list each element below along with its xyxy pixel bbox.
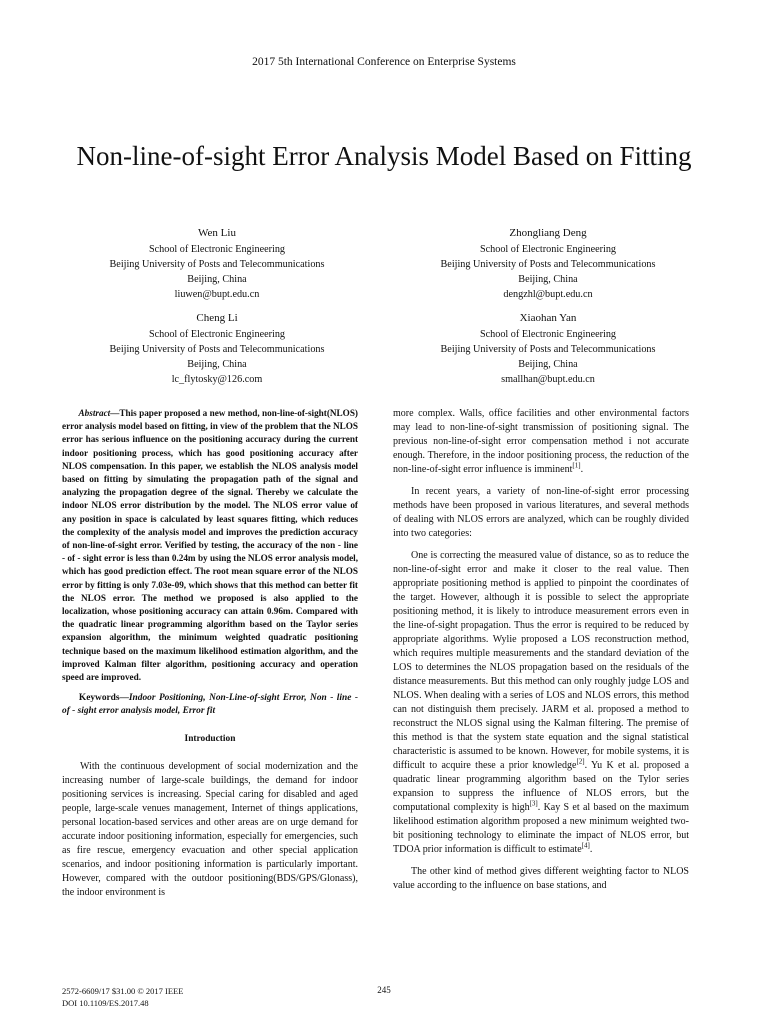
right-column [393,407,689,901]
abstract-label: Abstract— [78,408,120,418]
left-column [62,407,358,908]
issn-line: 2572-6609/17 $31.00 © 2017 IEEE [62,986,184,996]
author-block [383,226,713,302]
paper-title: Non-line-of-sight Error Analysis Model Based on Fitting [76,141,692,171]
intro-paragraph: With the continuous development of social modernization and the increasing number of large-scale buildings, the demand for indoor positioning services is increasing. Special caring for disabled and aged people, large-scale venues management, Internet of things applications, personal location-based services and other areas are on urge demand for accurate indoor positioning information, especially for emergencies, such as fire rescue, emergency evacuation and other special application scenarios, and indoor positioning information is particularly important. However, compared with the outdoor positioning(BDS/GPS/Glonass), the indoor environment is [62,761,358,899]
keywords-text: Indoor Positioning, Non-Line-of-sight Error, Non - line - of - sight error analysis model, Error fit [62,693,358,717]
body-paragraph: In recent years, a variety of non-line-of-sight error processing methods have been proposed in various literatures, and several methods of dealing with NLOS errors are analyzed, which can be roughly divided into two categories: [393,486,689,539]
author-dept: School of Electronic Engineering [479,329,617,340]
citation: [2] [576,757,585,766]
author-dept: School of Electronic Engineering [148,329,286,340]
author-name: Xiaohan Yan [519,312,577,324]
author-univ: Beijing University of Posts and Telecommunications [109,259,325,270]
author-block [52,226,382,302]
doi-line: DOI 10.1109/ES.2017.48 [62,998,149,1008]
conference-header: 2017 5th International Conference on Enterprise Systems [252,56,516,68]
citation: [3] [529,799,538,808]
body-paragraph: more complex. Walls, office facilities and other environmental factors may lead to non-line-of-sight transmission of positioning signal. The previous non-line-of-sight error compensation method i not accurate enough. Therefore, in the indoor positioning process, the reduction of the non-line-of-sight error influence is imminent[1]. [393,408,689,475]
keywords-label: Keywords— [78,693,129,704]
author-city: Beijing, China [518,274,578,285]
author-email: liuwen@bupt.edu.cn [174,289,260,300]
body-paragraph: The other kind of method gives different weighting factor to NLOS value according to the influence on base stations, and [393,866,689,891]
abstract-text: This paper proposed a new method, non-line-of-sight(NLOS) error analysis model based on fitting, in view of the problem that the NLOS error has serious influence on the positioning accuracy during the current indoor positioning process, which has good positioning accuracy after NLOS compensation. In this paper, we establish the NLOS analysis model based on fitting by simulating the propagation path of the signal and analyzing the propagation degree of the signal. Thereby we calculate the indoor NLOS error distribution by the model. The NLOS error value of any position in space is calculated by least squares fitting, which reduces the complexity of the analysis model and improves the prediction accuracy of non-line-of-sight error. Verified by testing, the accuracy of the non - line - of - sight error is less than 0.24m by using the NLOS error analysis model, which has good prediction effect. The root mean square error of the NLOS error by fitting is only 7.03e-09, which shows that this method can better fit the NLOS error. The method we proposed is also applied to the localization, whose positioning accuracy can attain 0.96m. Compared with the quadratic linear programming algorithm based on the Taylor series expansion algorithm, the minimum weighted quadratic positioning technique based on the maximum likelihood estimation algorithm, and the improved Kalman filter algorithm, positioning accuracy and operation speed are improved. [62,408,358,683]
author-name: Wen Liu [198,227,236,239]
body-paragraph: One is correcting the measured value of distance, so as to reduce the non-line-of-sight error and make it closer to the real value. Then appropriate positioning method is applied to pinpoint the coordinates of the target. However, although it is possible to select the appropriate positioning method, it is likely to introduce measurement errors even in the line-of-sight propagation. Thus the error is required to be reduced by appropriate algorithms. Wylie proposed a LOS reconstruction method, which requires multiple measurements and the standard deviation of the LOS to determines the NLOS propagation based on the residuals of the distance measurements. But this method can only roughly judge LOS and NLOS. When dealing with a series of LOS and NLOS errors, this method can not distinguish them precisely. JARM et al. proposed a method to reconstruct the NLOS signal using the Kalman filtering. The premise of this method is that the system state equation and the signal statistical characteristic is assumed to be known. However, for mobile systems, it is difficult to acquire these a prior knowledge[2]. Yu K et al. proposed a quadratic linear programming algorithm based on the Tylor series expansion to suppress the influence of NLOS errors, but the computational complexity is high[3]. Kay S et al based on the maximum likelihood estimation algorithm proposed a new minimum weighted two-bit positioning technology to eliminate the impact of NLOS error, but TDOA prior information is difficult to estimate[4]. [393,550,689,855]
author-univ: Beijing University of Posts and Telecommunications [440,344,656,355]
citation: [4] [581,841,590,850]
author-block [52,311,382,387]
keywords [62,692,358,718]
author-name: Cheng Li [196,312,238,324]
author-univ: Beijing University of Posts and Telecommunications [440,259,656,270]
author-block [383,311,713,387]
author-name: Zhongliang Deng [509,227,587,239]
author-email: smallhan@bupt.edu.cn [501,374,595,385]
paragraph-text: more complex. Walls, office facilities and other environmental factors may lead to non-line-of-sight transmission of positioning signal. The previous non-line-of-sight error compensation method i not accurate enough. Therefore, in the indoor positioning process, the reduction of the non-line-of-sight error influence is imminent [393,408,689,475]
author-dept: School of Electronic Engineering [148,244,286,255]
author-city: Beijing, China [187,359,247,370]
abstract [62,407,358,684]
page-number: 245 [377,985,391,995]
paragraph-text: One is correcting the measured value of distance, so as to reduce the non-line-of-sight error and make it closer to the real value. Then appropriate positioning method is applied to pinpoint the coordinates of the target. However, although it is possible to select the appropriate positioning method, it is likely to introduce measurement errors even in the line-of-sight propagation. Thus the error is required to be reduced by appropriate algorithms. Wylie proposed a LOS reconstruction method, which requires multiple measurements and the standard deviation of the LOS to determines the NLOS propagation based on the residuals of the distance measurements. But this method can only roughly judge LOS and NLOS. When dealing with a series of LOS and NLOS errors, this method can not distinguish them precisely. JARM et al. proposed a method to reconstruct the NLOS signal using the Kalman filtering. The premise of this method is that the system state equation and the signal statistical characteristic is assumed to be known. However, for mobile systems, it is difficult to acquire these a prior knowledge [393,550,689,771]
paragraph-text: . Yu K et al. proposed a quadratic linear programming algorithm based on the Tylor series expansion to suppress the influence of NLOS errors, but the computational complexity is high [393,760,689,813]
section-heading-introduction: Introduction [184,734,236,745]
author-city: Beijing, China [187,274,247,285]
author-dept: School of Electronic Engineering [479,244,617,255]
author-email: lc_flytosky@126.com [171,374,263,385]
author-univ: Beijing University of Posts and Telecommunications [109,344,325,355]
paragraph-text: . Kay S et al based on the maximum likelihood estimation algorithm proposed a new minimum weighted two-bit positioning technology to eliminate the impact of NLOS error, but TDOA prior information is difficult to estimate [393,802,689,855]
author-email: dengzhl@bupt.edu.cn [503,289,593,300]
citation: [1] [572,461,581,470]
author-city: Beijing, China [518,359,578,370]
